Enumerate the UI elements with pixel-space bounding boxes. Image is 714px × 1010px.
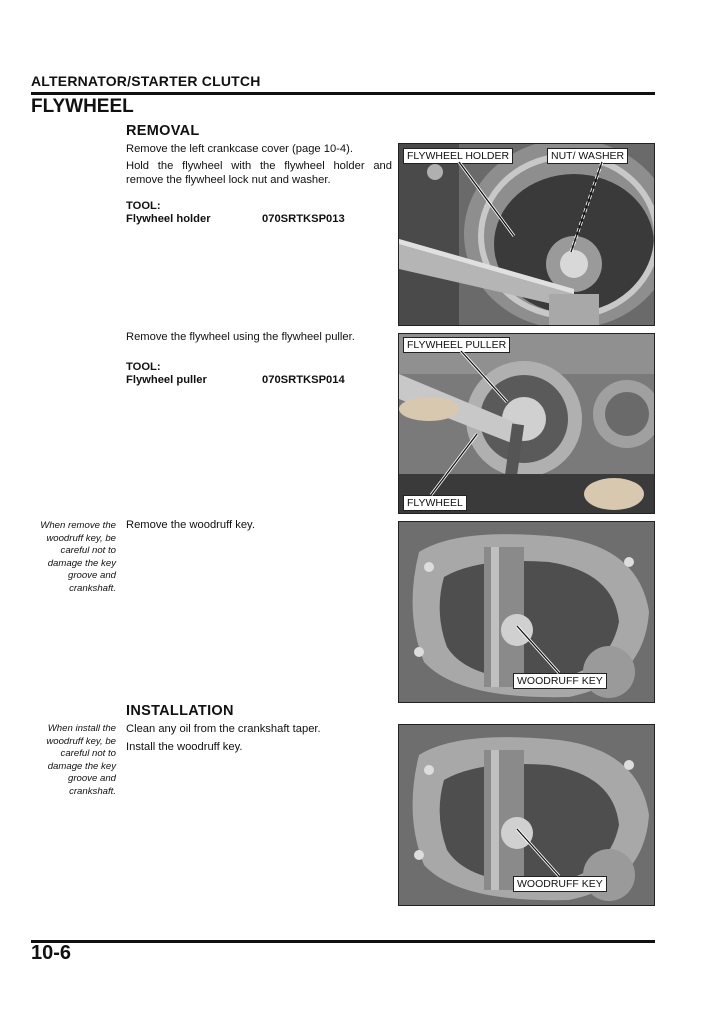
installation-caution-note: When install the woodruff key, be careful not to damage the key groove and crankshaft. xyxy=(46,723,116,797)
tool-code-1: 070SRTKSP013 xyxy=(262,213,345,225)
callout-flywheel-puller: FLYWHEEL PULLER xyxy=(403,337,510,353)
header-rule xyxy=(31,92,655,95)
footer-rule xyxy=(31,940,655,943)
tool-label-1: TOOL: xyxy=(126,200,161,212)
page-number: 10-6 xyxy=(31,942,72,964)
photo-flywheel-holder xyxy=(398,143,655,326)
photo-woodruff-key-removal xyxy=(398,521,655,703)
callout-woodruff-key-1: WOODRUFF KEY xyxy=(513,673,607,689)
installation-heading: INSTALLATION xyxy=(126,703,234,719)
removal-caution-note: When remove the woodruff key, be careful not to damage the key groove and crankshaft. xyxy=(40,520,116,594)
tool-label-2: TOOL: xyxy=(126,361,161,373)
tool-code-2: 070SRTKSP014 xyxy=(262,374,345,386)
tool-name-1: Flywheel holder xyxy=(126,213,211,225)
section-header: ALTERNATOR/STARTER CLUTCH xyxy=(31,73,261,89)
removal-step-4: Remove the woodruff key. xyxy=(126,519,255,531)
callout-flywheel: FLYWHEEL xyxy=(403,495,467,511)
installation-step-2: Install the woodruff key. xyxy=(126,741,243,753)
callout-flywheel-holder: FLYWHEEL HOLDER xyxy=(403,148,513,164)
removal-step-2: Hold the flywheel with the flywheel holder and remove the flywheel lock nut and washer. xyxy=(126,160,392,186)
removal-step-3: Remove the flywheel using the flywheel puller. xyxy=(126,331,355,343)
page-title: FLYWHEEL xyxy=(31,96,134,117)
photo-flywheel-puller xyxy=(398,333,655,514)
tool-name-2: Flywheel puller xyxy=(126,374,207,386)
callout-nut-washer: NUT/ WASHER xyxy=(547,148,628,164)
callout-woodruff-key-2: WOODRUFF KEY xyxy=(513,876,607,892)
removal-heading: REMOVAL xyxy=(126,123,200,139)
photo-woodruff-key-installation xyxy=(398,724,655,906)
installation-step-1: Clean any oil from the crankshaft taper. xyxy=(126,723,321,735)
removal-step-1: Remove the left crankcase cover (page 10-4). xyxy=(126,143,353,155)
